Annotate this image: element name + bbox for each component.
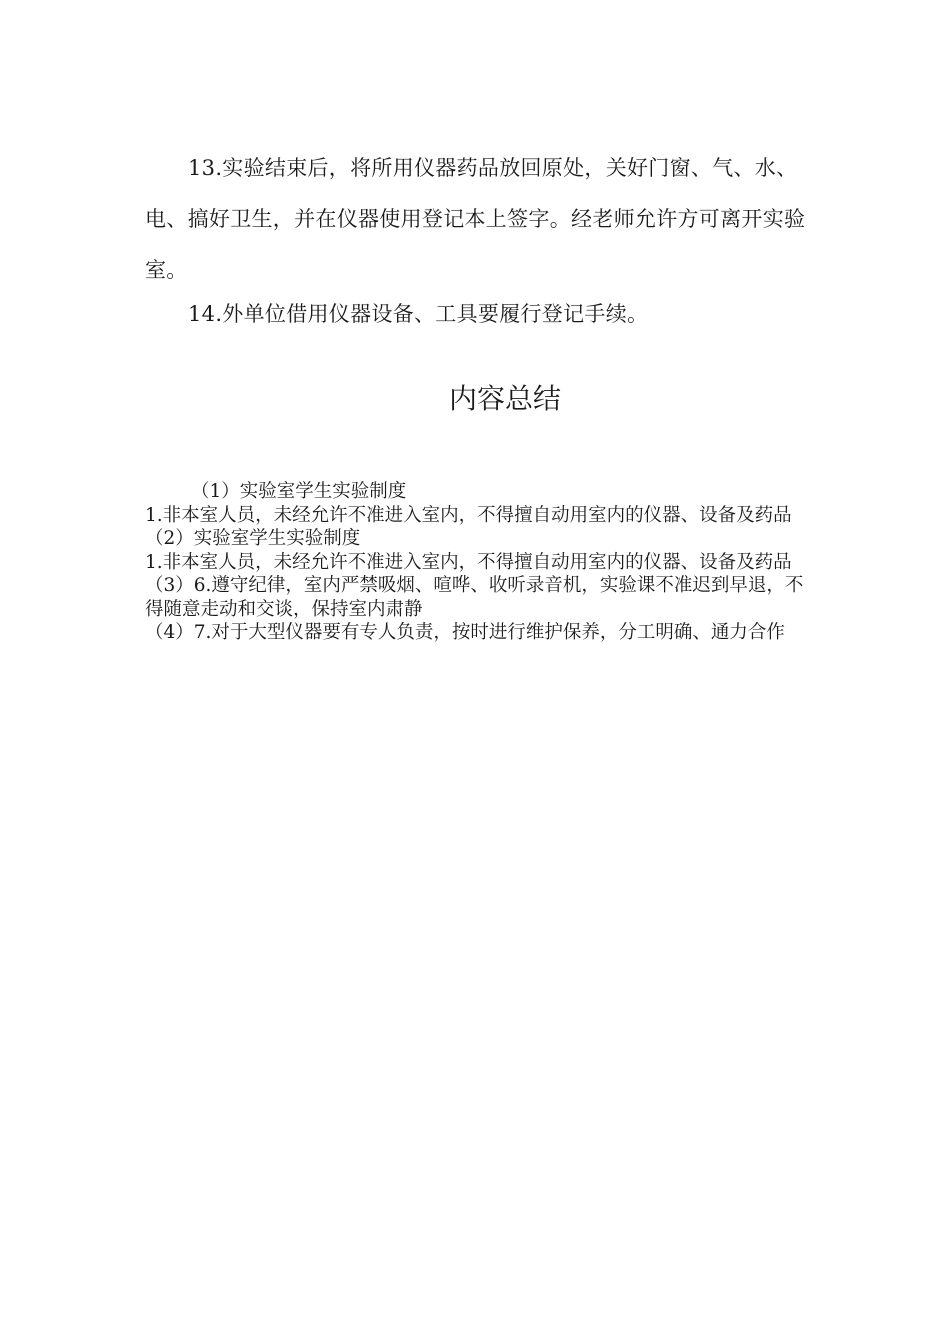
paragraph-14: 14.外单位借用仪器设备、工具要履行登记手续。	[188, 302, 649, 326]
summary-title: 内容总结	[448, 382, 561, 415]
summary-item: （1）实验室学生实验制度	[191, 481, 407, 502]
paragraph-13: 13.实验结束后，将所用仪器药品放回原处，关好门窗、气、水、电、搞好卫生，并在仪器使用登记本上签字。经老师允许方可离开实验室。	[145, 156, 806, 282]
summary-item: 1.非本室人员，未经允许不准进入室内，不得擅自动用室内的仪器、设备及药品	[145, 551, 792, 573]
summary-item: （3）6.遵守纪律，室内严禁吸烟、喧哗、收听录音机，实验课不准迟到早退，不得随意走动和交谈，保持室内肃静	[145, 575, 804, 620]
summary-section	[145, 480, 810, 645]
summary-item: 1.非本室人员，未经允许不准进入室内，不得擅自动用室内的仪器、设备及药品	[145, 504, 792, 526]
summary-item: （2）实验室学生实验制度	[145, 528, 361, 549]
summary-item: （4）7.对于大型仪器要有专人负责，按时进行维护保养，分工明确、通力合作	[145, 622, 785, 643]
